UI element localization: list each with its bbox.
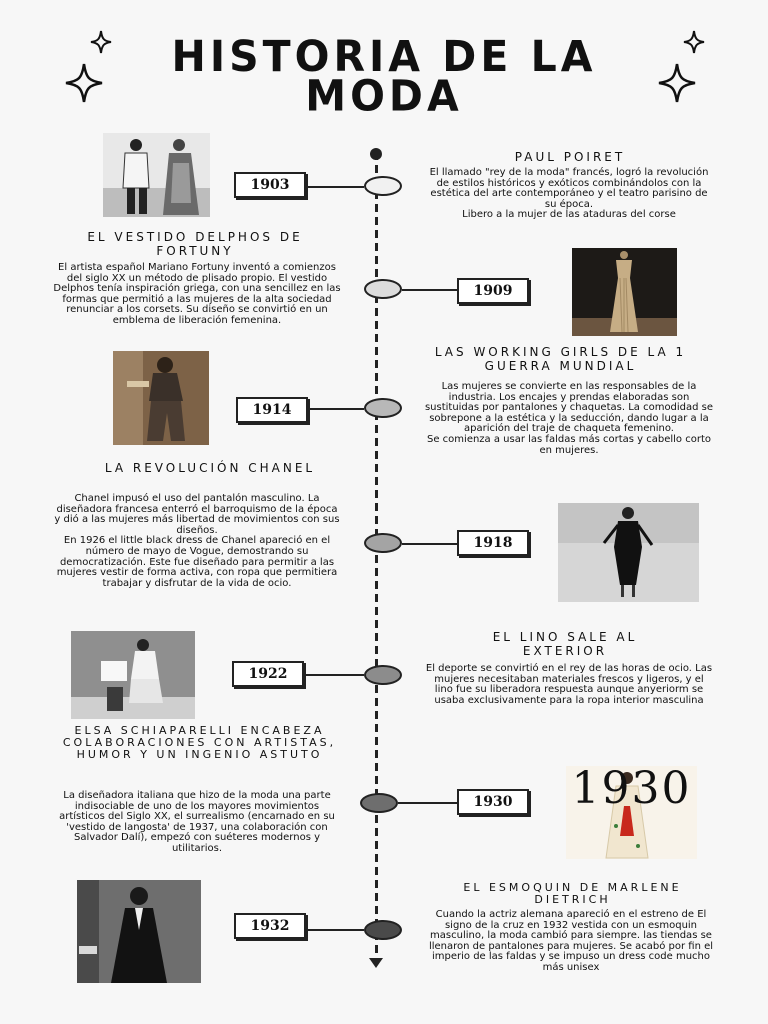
year-label: 1909: [457, 278, 529, 304]
timeline-node: [364, 279, 402, 299]
entry-text: Chanel impusó el uso del pantalón masculino. La diseñadora francesa enterró el barroquismo de la época y dió a las mujeres más libertad de movimientos con sus diseños. En 1926 el little black dress de Chanel apareció en el número de mayo de Vogue, demostrando su democratización. Este fue diseñado para permitir a las mujeres vestir de forma activa, con ropa que permitiera trabajar y disfrutar de la vida de ocio.: [54, 493, 340, 589]
timeline-node: [364, 920, 402, 940]
year-label: 1918: [457, 530, 529, 556]
sparkle-icon: [682, 30, 706, 54]
connector: [402, 289, 458, 291]
timeline-node: [364, 533, 402, 553]
connector: [306, 674, 364, 676]
year-label: 1914: [236, 397, 308, 423]
year-label: 1932: [234, 913, 306, 939]
year-label: 1903: [234, 172, 306, 198]
timeline-node: [360, 793, 398, 813]
connector: [306, 929, 364, 931]
entry-heading: EL VESTIDO DELPHOS DE FORTUNY: [87, 230, 303, 258]
photo-linen-sport: [71, 631, 195, 719]
entry-heading: ELSA SCHIAPARELLI ENCABEZA COLABORACIONES CON ARTISTAS, HUMOR Y UN INGENIO ASTUTO: [62, 724, 337, 761]
year-label: 1930: [457, 789, 529, 815]
connector: [306, 408, 364, 410]
entry-text: Cuando la actriz alemana apareció en el estreno de El signo de la cruz en 1932 vestida con un esmoquin masculino, la moda cambió para siempre. las tiendas se llenaron de pantalones para mujeres. Se acabó por fin el imperio de las faldas y se impuso un dress code mucho más unisex: [428, 909, 714, 973]
entry-text: El llamado "rey de la moda" francés, logró la revolución de estilos históricos y exóticos combinándolos con la estética del arte contemporáneo y el teatro parisino de su época. Libero a la mujer de las ataduras del corse: [429, 167, 709, 221]
entry-heading: EL LINO SALE AL EXTERIOR: [492, 630, 638, 658]
entry-heading: LA REVOLUCIÓN CHANEL: [104, 461, 316, 475]
timeline-line: [375, 152, 378, 964]
year-label: 1922: [232, 661, 304, 687]
photo-1930-text: 1930: [571, 766, 692, 814]
entry-text: La diseñadora italiana que hizo de la moda una parte indisociable de uno de los mayores movimientos artísticos del Siglo XX, el surrealismo (encarnado en su 'vestido de langosta' de 1937, una colaboración con Salvador Dalí), empezó con suéteres modernos y utilitarios.: [59, 790, 335, 854]
entry-heading: EL ESMOQUIN DE MARLENE DIETRICH: [463, 881, 682, 906]
photo-paul-poiret: [103, 133, 210, 217]
connector: [402, 543, 458, 545]
connector: [398, 802, 458, 804]
entry-text: El deporte se convirtió en el rey de las horas de ocio. Las mujeres necesitaban materiales frescos y ligeros, y el lino fue su liberadora respuesta aunque anyeriorm se usaba exclusivamente para la ropa interior masculina: [425, 663, 713, 706]
page-title: HISTORIA DE LA MODA: [171, 30, 597, 122]
entry-text: Las mujeres se convierte en las responsables de la industria. Los encajes y prendas elaboradas son sustituidas por pantalones y chaquetas. La comodidad se sobrepone a la estética y la seducción, dando lugar a la aparición del traje de chaqueta femenino. Se comienza a usar las faldas más cortas y cabello corto en mujeres.: [424, 381, 714, 456]
timeline-node: [364, 176, 402, 196]
connector: [306, 186, 364, 188]
photo-delphos-dress: [572, 248, 677, 336]
sparkle-icon: [64, 62, 104, 104]
photo-working-girl: [113, 351, 209, 445]
photo-schiaparelli-1930: [566, 766, 697, 859]
timeline-arrow-icon: [369, 958, 383, 968]
sparkle-icon: [90, 30, 112, 54]
timeline-node: [364, 665, 402, 685]
sparkle-icon: [656, 62, 698, 104]
photo-chanel-dress: [558, 503, 699, 602]
photo-marlene-dietrich: [77, 880, 201, 983]
timeline-node: [364, 398, 402, 418]
entry-text: El artista español Mariano Fortuny inventó a comienzos del siglo XX un método de plisado propio. El vestido Delphos tenía inspiración griega, con una sencillez en las formas que permitió a las mujeres de la alta sociedad renunciar a los corsets. Su diseño se convirtió en un emblema de liberación femenina.: [53, 262, 341, 326]
entry-heading: LAS WORKING GIRLS DE LA 1 GUERRA MUNDIAL: [434, 345, 687, 373]
entry-heading: PAUL POIRET: [514, 150, 626, 164]
